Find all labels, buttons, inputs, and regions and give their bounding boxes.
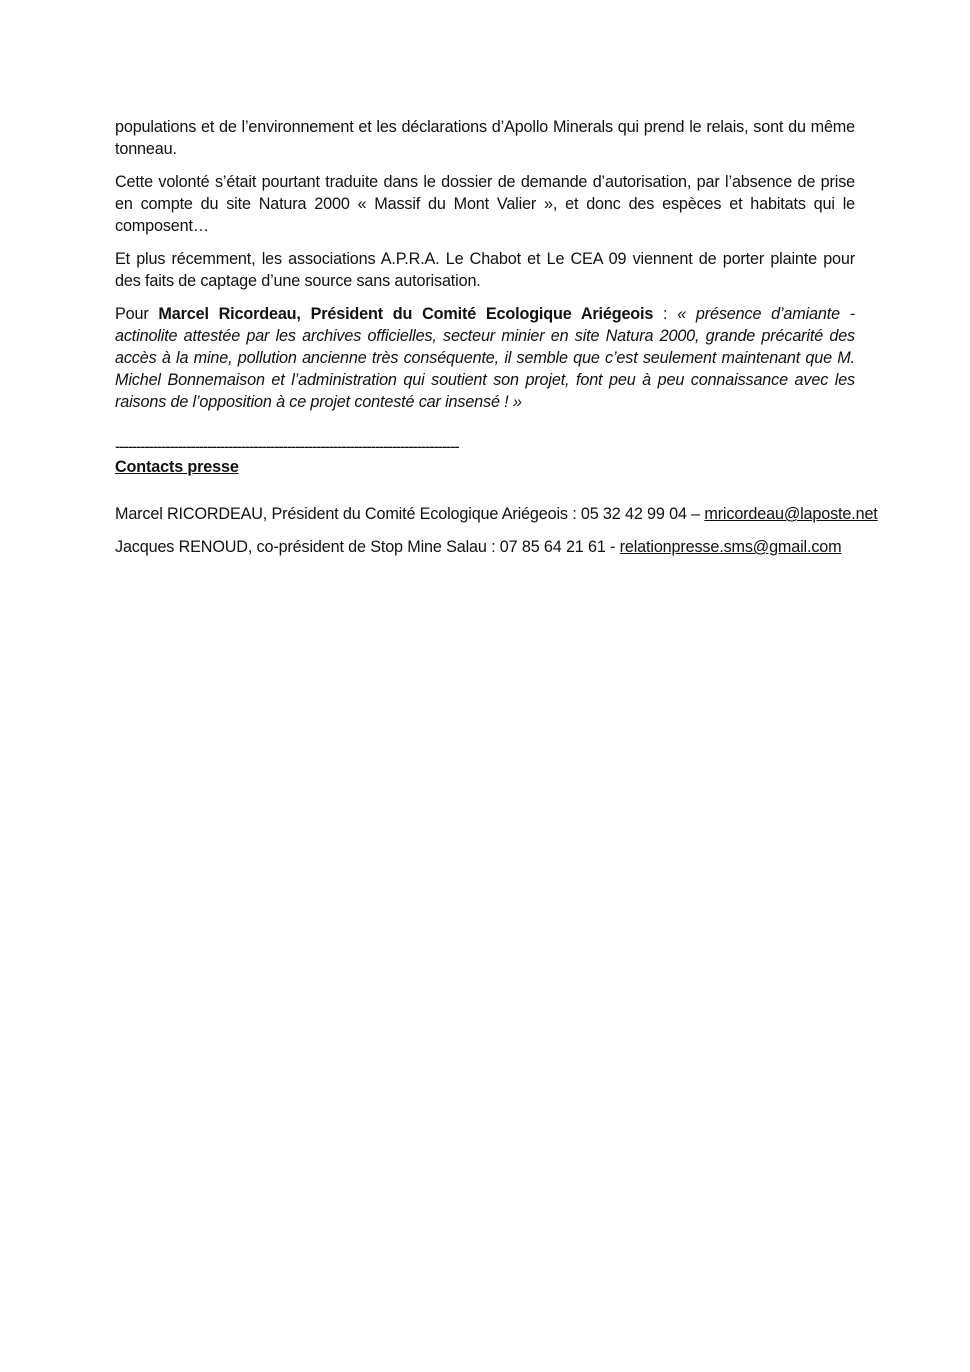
divider-line: ---------------------------------------------------------------------------------- [115,440,459,454]
contact-1-email-link[interactable]: mricordeau@laposte.net [704,505,878,523]
contact-line-1 [115,503,878,525]
paragraph-3: Et plus récemment, les associations A.P.R.A. Le Chabot et Le CEA 09 viennent de porter plainte pour des faits de captage d’une source sans autorisation. [115,250,855,290]
contact-2-email-link[interactable]: relationpresse.sms@gmail.com [619,538,842,556]
quote-speaker: Marcel Ricordeau, Président du Comité Ecologique Ariégeois [158,305,654,323]
paragraph-1: populations et de l’environnement et les déclarations d’Apollo Minerals qui prend le relais, sont du même tonneau. [115,118,855,158]
quote-intro: Pour [115,305,159,323]
contact-line-2 [115,536,855,558]
document-page [115,116,878,558]
quote-separator: : [653,305,678,323]
contact-2-text: Jacques RENOUD, co-président de Stop Mine Salau : 07 85 64 21 61 - [115,538,620,556]
quote-text: « présence d’amiante - actinolite attestée par les archives officielles, secteur minier en site Natura 2000, grande précarité des accès à la mine, pollution ancienne très conséquente, il semble que c’est seulement maintenant que M. Michel Bonnemaison et l’administration qui soutient son projet, font peu à peu connaissance avec les raisons de l’opposition à ce projet contesté car insensé ! » [115,305,855,411]
quote-paragraph [115,303,855,413]
paragraph-2: Cette volonté s’était pourtant traduite dans le dossier de demande d’autorisation, par l’absence de prise en compte du site Natura 2000 « Massif du Mont Valier », et donc des espèces et habitats qui le composent… [115,173,855,235]
contacts-heading: Contacts presse [115,458,239,476]
contact-1-text: Marcel RICORDEAU, Président du Comité Ecologique Ariégeois : 05 32 42 99 04 – [115,505,705,523]
